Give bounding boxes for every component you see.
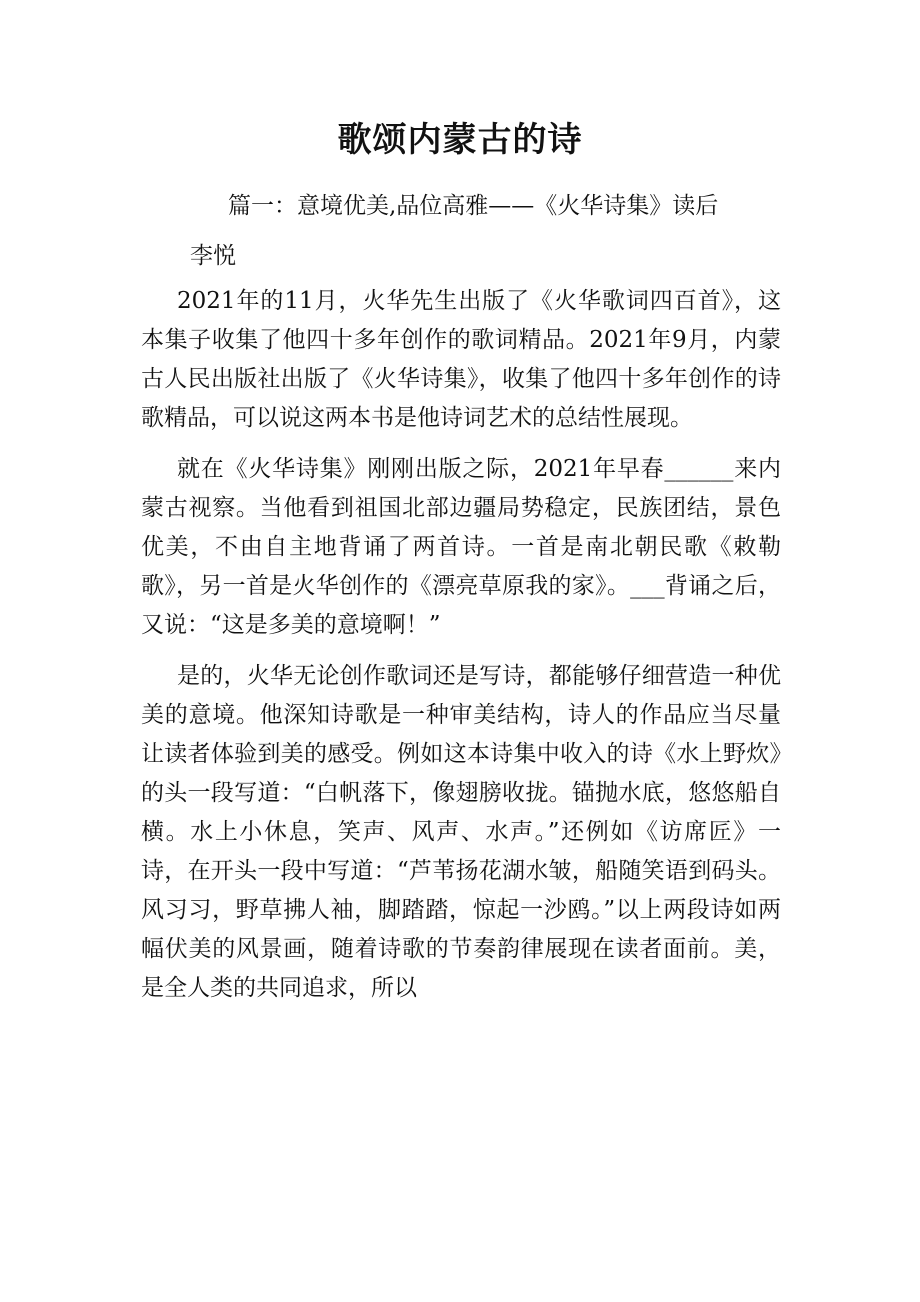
paragraph: 2021年的11月，火华先生出版了《火华歌词四百首》，这本集子收集了他四十多年创作的歌词精品。2021年9月，内蒙古人民出版社出版了《火华诗集》，收集了他四十多年创作的诗歌精品，可以说这两本书是他诗词艺术的总结性展现。 xyxy=(141,288,781,431)
document-subtitle: 篇一：意境优美,品位高雅——《火华诗集》读后 xyxy=(228,193,719,219)
author-name: 李悦 xyxy=(190,243,236,269)
paragraph: 就在《火华诗集》刚刚出版之际，2021年早春______来内蒙古视察。当他看到祖国北部边疆局势稳定，民族团结，景色优美，不由自主地背诵了两首诗。一首是南北朝民歌《敕勒歌》，另一首是火华创作的《漂亮草原我的家》。___背诵之后，又说：“这是多美的意境啊！” xyxy=(141,456,781,638)
paragraph: 是的，火华无论创作歌词还是写诗，都能够仔细营造一种优美的意境。他深知诗歌是一种审美结构，诗人的作品应当尽量让读者体验到美的感受。例如这本诗集中收入的诗《水上野炊》的头一段写道：“白帆落下，像翅膀收拢。锚抛水底，悠悠船自横。水上小休息，笑声、风声、水声。”还例如《访席匠》一诗，在开头一段中写道：“芦苇扬花湖水皱，船随笑语到码头。风习习，野草拂人袖，脚踏踏，惊起一沙鸥。”以上两段诗如两幅伏美的风景画，随着诗歌的节奏韵律展现在读者面前。美，是全人类的共同追求，所以 xyxy=(141,663,781,1001)
document-title: 歌颂内蒙古的诗 xyxy=(337,120,583,160)
article-body xyxy=(141,282,781,1020)
